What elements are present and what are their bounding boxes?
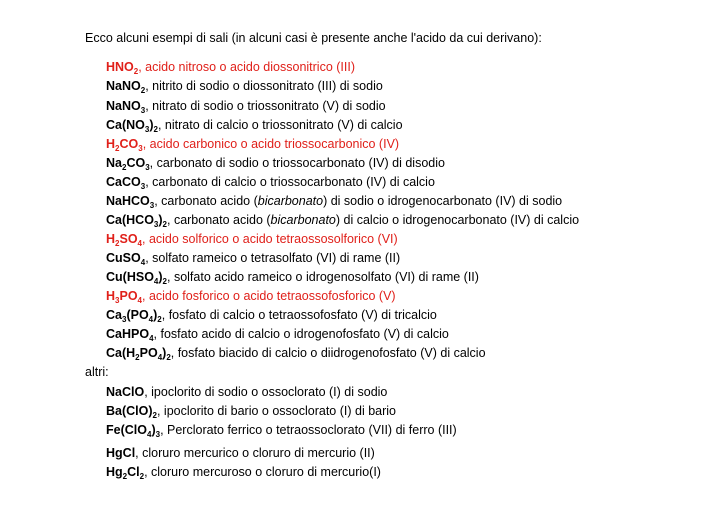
section-label-altri: altri: [85, 365, 109, 379]
acid-entry [106, 232, 398, 246]
formula-subscript: 4 [153, 277, 159, 286]
formula-part: ) [158, 270, 163, 284]
salt-entry [106, 346, 486, 360]
formula-part: PO [119, 289, 138, 303]
intro-text: Ecco alcuni esempi di sali (in alcuni casi è presente anche l'acido da cui derivano): [85, 31, 542, 45]
formula-part: NaClO [106, 385, 145, 399]
chemical-formula [106, 79, 145, 93]
formula-subscript: 2 [162, 277, 167, 286]
formula-subscript: 2 [122, 472, 128, 481]
description-text: , solfato acido rameico o idrogenosolfato (VI) di rame (II) [167, 270, 479, 284]
description-text: , ipoclorito di sodio o ossoclorato (I) di sodio [144, 385, 388, 399]
formula-part: HNO [106, 60, 134, 74]
formula-part: HgCl [106, 446, 136, 460]
formula-subscript: 3 [155, 430, 161, 439]
salt-entry [106, 118, 403, 132]
chemical-formula [106, 423, 160, 437]
salt-entry [106, 327, 449, 341]
formula-part: ) [153, 308, 158, 322]
description-text: , carbonato di calcio o triossocarbonato (IV) di calcio [145, 175, 435, 189]
salt-entry [106, 99, 386, 113]
description-text: ) di sodio o idrogenocarbonato (IV) di sodio [323, 194, 563, 208]
formula-subscript: 2 [133, 67, 139, 76]
formula-part: NaNO [106, 79, 141, 93]
salt-entry [106, 251, 400, 265]
formula-part: SO [119, 232, 138, 246]
formula-part: Ca(H [106, 346, 136, 360]
formula-part: H [106, 232, 116, 246]
chemical-formula [106, 385, 144, 399]
chemical-formula [106, 446, 135, 460]
salt-entry [106, 404, 396, 418]
emphasis-text: bicarbonato [257, 194, 324, 208]
formula-part: H [106, 289, 116, 303]
description-text: , acido carbonico o acido triossocarbonico (IV) [142, 137, 400, 151]
formula-subscript: 2 [157, 315, 162, 324]
formula-part: Fe(ClO [106, 423, 147, 437]
formula-part: Cu(HSO [106, 270, 154, 284]
formula-part: Na [106, 156, 122, 170]
formula-subscript: 2 [115, 144, 120, 153]
formula-subscript: 3 [140, 182, 146, 191]
formula-subscript: 2 [135, 353, 140, 362]
description-text: , carbonato acido ( [167, 213, 271, 227]
description-text: , fosfato di calcio o tetraossofosfato (V) di tricalcio [161, 308, 437, 322]
formula-subscript: 4 [137, 296, 142, 305]
acid-entry [106, 289, 396, 303]
description-text: , acido nitroso o acido diossonitrico (III) [138, 60, 356, 74]
salt-entry [106, 270, 479, 284]
description-text: , cloruro mercuroso o cloruro di mercurio(I) [144, 465, 381, 479]
formula-part: CO [126, 156, 146, 170]
formula-subscript: 2 [166, 353, 171, 362]
formula-subscript: 2 [140, 86, 146, 95]
formula-part: CO [119, 137, 139, 151]
formula-subscript: 4 [140, 258, 146, 267]
formula-subscript: 3 [121, 315, 127, 324]
description-text: , solfato rameico o tetrasolfato (VI) di rame (II) [145, 251, 401, 265]
chemical-formula [106, 213, 167, 227]
formula-part: Ca [106, 308, 122, 322]
chemical-formula [106, 156, 150, 170]
formula-subscript: 4 [146, 430, 152, 439]
formula-subscript: 2 [153, 125, 158, 134]
formula-part: CaCO [106, 175, 141, 189]
chemical-formula [106, 60, 138, 74]
formula-part: CuSO [106, 251, 141, 265]
description-text: , acido fosforico o acido tetraossofosforico (V) [142, 289, 396, 303]
formula-subscript: 2 [121, 163, 127, 172]
chemical-formula [106, 404, 157, 418]
formula-part: (PO [126, 308, 149, 322]
formula-subscript: 4 [157, 353, 163, 362]
formula-part: CaHPO [106, 327, 150, 341]
formula-subscript: 3 [140, 106, 146, 115]
description-text: , fosfato acido di calcio o idrogenofosfato (V) di calcio [153, 327, 449, 341]
salt-entry [106, 156, 445, 170]
description-text: , carbonato acido ( [154, 194, 258, 208]
formula-part: NaNO [106, 99, 141, 113]
chemical-formula [106, 99, 145, 113]
formula-subscript: 3 [153, 220, 159, 229]
chemical-formula [106, 194, 154, 208]
formula-subscript: 4 [148, 315, 154, 324]
description-text: , nitrito di sodio o diossonitrato (III) di sodio [145, 79, 383, 93]
formula-part: Ca(NO [106, 118, 145, 132]
chemical-formula [106, 327, 154, 341]
description-text: ) di calcio o idrogenocarbonato (IV) di calcio [335, 213, 580, 227]
acid-entry [106, 137, 399, 151]
description-text: , ipoclorito di bario o ossoclorato (I) di bario [156, 404, 396, 418]
salt-entry [106, 308, 437, 322]
description-text: , carbonato di sodio o triossocarbonato (IV) di disodio [149, 156, 445, 170]
salt-entry [106, 175, 435, 189]
formula-part: ) [149, 118, 154, 132]
description-text: , Perclorato ferrico o tetraossoclorato (VII) di ferro (III) [160, 423, 457, 437]
formula-subscript: 2 [152, 411, 157, 420]
formula-subscript: 2 [139, 472, 145, 481]
formula-part: Ca(HCO [106, 213, 154, 227]
formula-subscript: 3 [115, 296, 120, 305]
chemical-formula [106, 118, 158, 132]
salt-entry [106, 446, 375, 460]
chemical-formula [106, 270, 167, 284]
formula-subscript: 2 [162, 220, 167, 229]
formula-part: Cl [127, 465, 140, 479]
salt-entry [106, 79, 383, 93]
description-text: , nitrato di sodio o triossonitrato (V) di sodio [145, 99, 386, 113]
formula-subscript: 3 [145, 163, 150, 172]
chemical-formula [106, 289, 142, 303]
chemical-formula [106, 232, 142, 246]
chemical-formula [106, 175, 145, 189]
formula-part: PO [139, 346, 158, 360]
salt-entry [106, 194, 562, 208]
salt-entry [106, 385, 387, 399]
chemical-formula [106, 308, 162, 322]
formula-part: NaHCO [106, 194, 150, 208]
chemical-formula [106, 137, 143, 151]
formula-part: ) [162, 346, 167, 360]
description-text: , cloruro mercurico o cloruro di mercurio (II) [135, 446, 375, 460]
formula-subscript: 3 [138, 144, 143, 153]
formula-subscript: 4 [149, 334, 154, 343]
chemical-formula [106, 251, 145, 265]
formula-part: ) [151, 423, 156, 437]
acid-entry [106, 60, 355, 74]
formula-subscript: 4 [137, 239, 142, 248]
formula-part: Ba(ClO) [106, 404, 153, 418]
formula-subscript: 3 [149, 201, 155, 210]
formula-part: H [106, 137, 116, 151]
description-text: , nitrato di calcio o triossonitrato (V) di calcio [157, 118, 403, 132]
salt-entry [106, 213, 579, 227]
salt-entry [106, 423, 457, 437]
chemical-formula [106, 465, 144, 479]
formula-part: ) [158, 213, 163, 227]
salt-entry [106, 465, 381, 479]
emphasis-text: bicarbonato [270, 213, 336, 227]
description-text: , fosfato biacido di calcio o diidrogenofosfato (V) di calcio [170, 346, 486, 360]
chemical-formula [106, 346, 171, 360]
formula-part: Hg [106, 465, 123, 479]
formula-subscript: 3 [144, 125, 150, 134]
formula-subscript: 2 [115, 239, 120, 248]
description-text: , acido solforico o acido tetraossosolforico (VI) [142, 232, 398, 246]
